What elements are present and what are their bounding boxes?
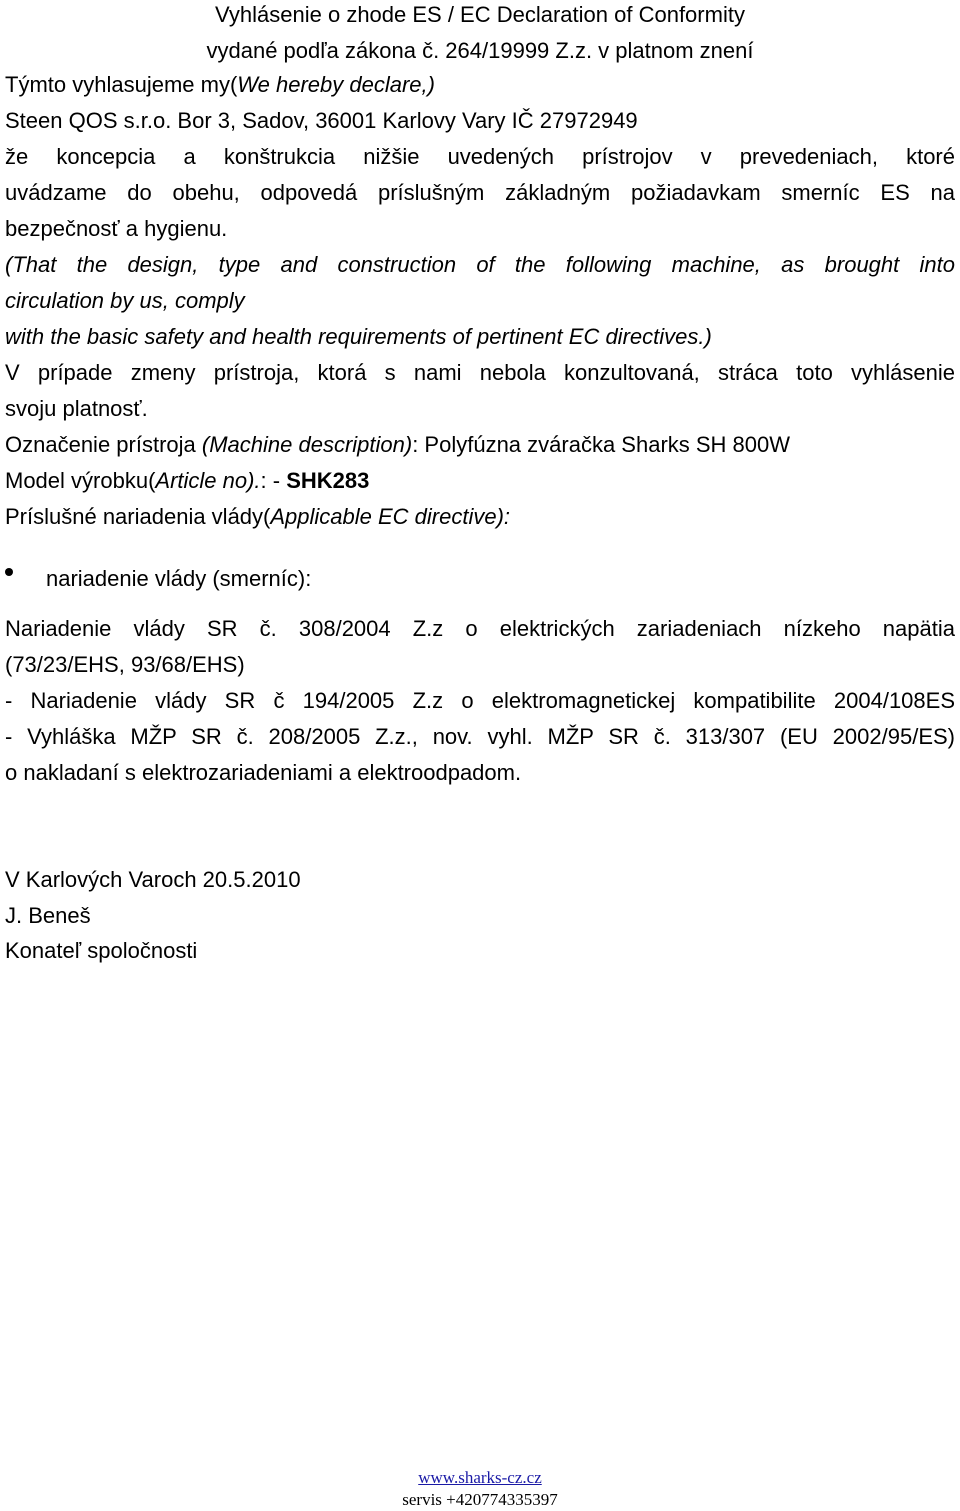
regulation-1-line-2: (73/23/EHS, 93/68/EHS) [5,652,245,677]
model-line [5,468,369,494]
model-value: SHK283 [286,468,370,493]
document-subtitle: vydané podľa zákona č. 264/19999 Z.z. v platnom znení [206,38,754,63]
designation-separator: : [412,432,425,457]
en-text-line-2: circulation by us, comply [5,288,245,313]
website-link[interactable]: www.sharks-cz.cz [418,1468,542,1487]
validity-line-2: svoju platnosť. [5,396,148,421]
regulations-label: Príslušné nariadenia vlády( [5,504,271,529]
regulation-3-line-2: o nakladaní s elektrozariadeniami a elektroodpadom. [5,760,522,785]
en-text-line-3: with the basic safety and health requirements of pertinent EC directives.) [5,324,712,349]
designation-value: Polyfúzna zváračka Sharks SH 800W [424,432,791,457]
en-text-line-1: (That the design, type and construction of the following machine, as brought into [5,252,955,277]
footer-service: servis +420774335397 [402,1490,558,1509]
bullet-item: nariadenie vlády (smerníc): [46,566,312,591]
designation-label-en: (Machine description) [201,432,413,457]
sk-text-line-2: uvádzame do obehu, odpovedá príslušným základným požiadavkam smerníc ES na [5,180,955,205]
we-declare-en: We hereby declare,) [237,72,435,97]
sk-text-line-3: bezpečnosť a hygienu. [5,216,228,241]
sk-text-line-1: že koncepcia a konštrukcia nižšie uvedených prístrojov v prevedeniach, ktoré [5,144,955,169]
validity-line-1: V prípade zmeny prístroja, ktorá s nami nebola konzultovaná, stráca toto vyhlásenie [5,360,955,385]
model-separator: : - [260,468,287,493]
model-label-en: Article no). [155,468,261,493]
model-label: Model výrobku( [5,468,156,493]
regulation-3-line-1: - Vyhláška MŽP SR č. 208/2005 Z.z., nov. vyhl. MŽP SR č. 313/307 (EU 2002/95/ES) [5,724,955,749]
regulation-1-line-1: Nariadenie vlády SR č. 308/2004 Z.z o elektrických zariadeniach nízkeho napätia [5,616,955,641]
signatory-position: Konateľ spoločnosti [5,938,198,963]
regulations-label-line [5,504,510,530]
we-declare-sk: Týmto vyhlasujeme my( [5,72,238,97]
designation-label: Označenie prístroja [5,432,202,457]
we-declare-line [5,72,435,98]
footer-website-line [0,1467,960,1489]
document-title: Vyhlásenie o zhode ES / EC Declaration of Conformity [215,2,745,27]
signatory-name: J. Beneš [5,903,91,928]
regulation-2: - Nariadenie vlády SR č 194/2005 Z.z o elektromagnetickej kompatibilite 2004/108ES [5,688,955,713]
company-line: Steen QOS s.r.o. Bor 3, Sadov, 36001 Karlovy Vary IČ 27972949 [5,108,638,133]
place-date: V Karlových Varoch 20.5.2010 [5,867,301,892]
regulations-label-en: Applicable EC directive): [270,504,511,529]
bullet-icon [5,568,13,576]
machine-description-line [5,432,790,458]
